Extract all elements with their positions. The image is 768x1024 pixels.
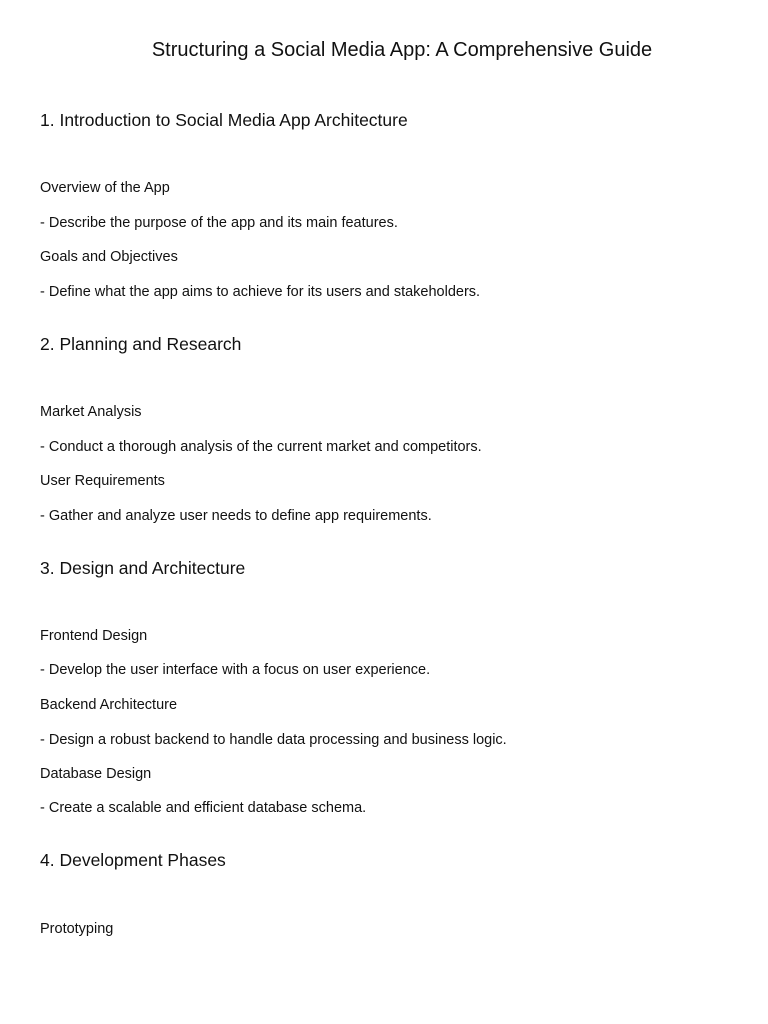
description-overview: - Describe the purpose of the app and its main features. bbox=[40, 215, 398, 231]
description-user-requirements: - Gather and analyze user needs to define app requirements. bbox=[40, 508, 432, 524]
subheading-goals: Goals and Objectives bbox=[40, 249, 178, 265]
section-heading-development: 4. Development Phases bbox=[40, 850, 226, 870]
description-goals: - Define what the app aims to achieve for its users and stakeholders. bbox=[40, 284, 481, 300]
description-backend-architecture: - Design a robust backend to handle data processing and business logic. bbox=[40, 732, 507, 748]
section-heading-design: 3. Design and Architecture bbox=[40, 558, 246, 578]
section-heading-introduction: 1. Introduction to Social Media App Architecture bbox=[40, 110, 408, 130]
description-frontend-design: - Develop the user interface with a focus on user experience. bbox=[40, 662, 431, 678]
subheading-prototyping: Prototyping bbox=[40, 921, 114, 937]
subheading-frontend-design: Frontend Design bbox=[40, 628, 148, 644]
document-title: Structuring a Social Media App: A Comprehensive Guide bbox=[151, 39, 653, 61]
subheading-overview: Overview of the App bbox=[40, 180, 170, 196]
subheading-database-design: Database Design bbox=[40, 766, 152, 782]
subheading-user-requirements: User Requirements bbox=[40, 473, 165, 489]
section-heading-planning: 2. Planning and Research bbox=[40, 334, 242, 354]
subheading-market-analysis: Market Analysis bbox=[40, 404, 142, 420]
subheading-backend-architecture: Backend Architecture bbox=[40, 697, 178, 713]
description-market-analysis: - Conduct a thorough analysis of the current market and competitors. bbox=[40, 439, 482, 455]
description-database-design: - Create a scalable and efficient database schema. bbox=[40, 800, 367, 816]
